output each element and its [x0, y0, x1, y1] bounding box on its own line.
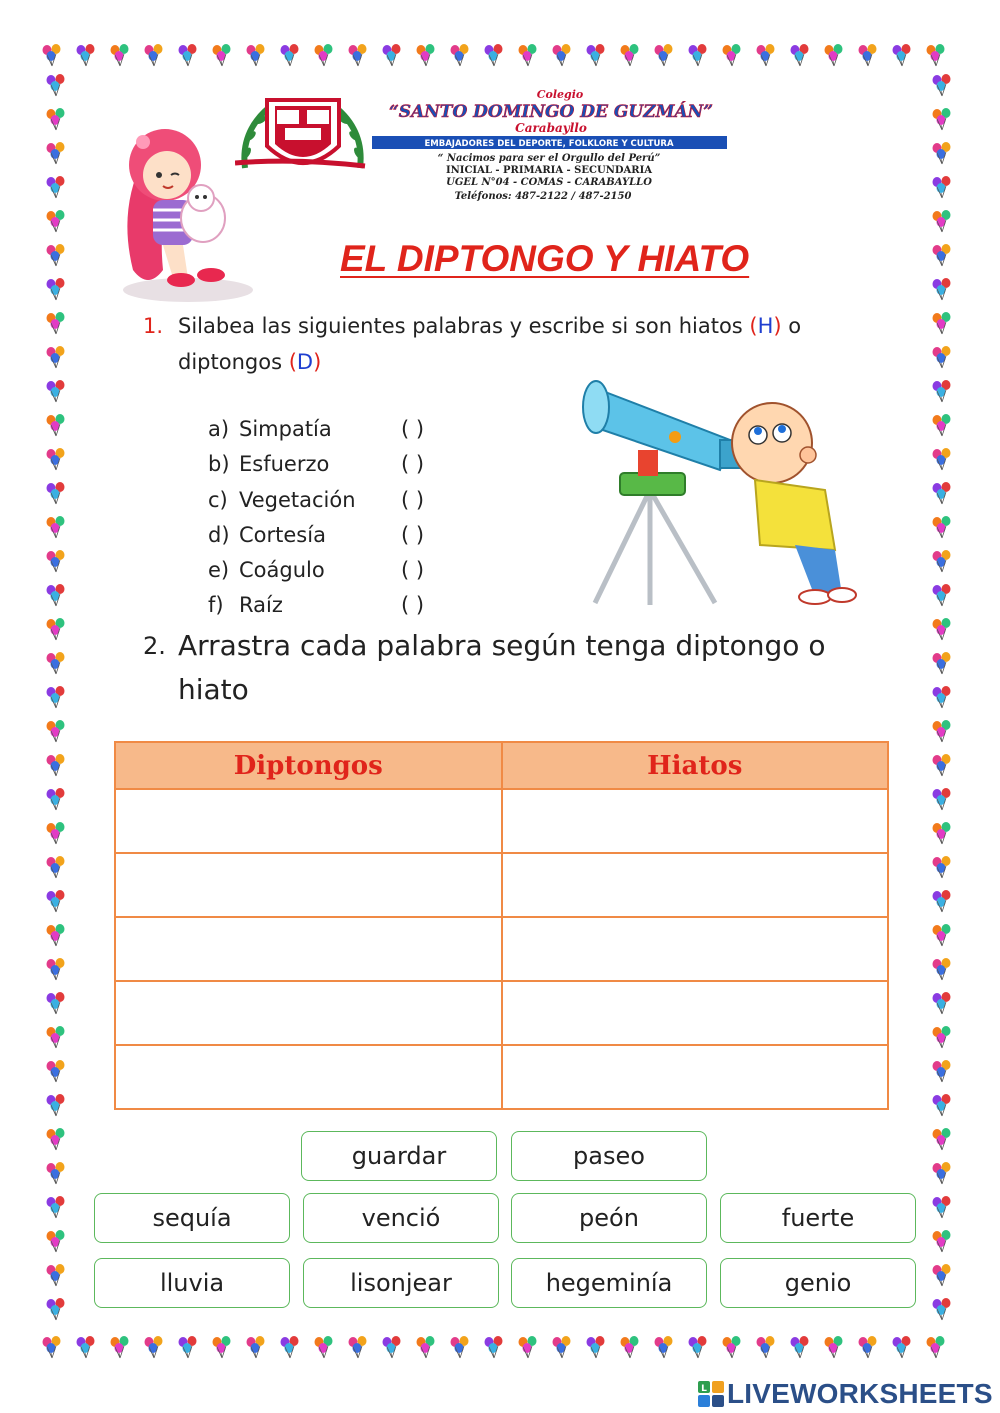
- balloon-icon: [930, 1160, 956, 1186]
- balloon-icon: [380, 42, 406, 68]
- balloon-icon: [414, 1334, 440, 1360]
- hiato-drop-cell[interactable]: [502, 853, 889, 917]
- balloon-icon: [44, 72, 70, 98]
- liveworksheets-brand: LIVEWORKSHEETS: [727, 1378, 993, 1409]
- balloon-border-top: [40, 38, 960, 72]
- balloon-icon: [930, 1024, 956, 1050]
- balloon-icon: [44, 684, 70, 710]
- question-1-list: [208, 412, 508, 624]
- school-label: Colegio: [536, 88, 584, 101]
- answer-box[interactable]: ( ): [401, 487, 425, 512]
- balloon-icon: [44, 140, 70, 166]
- balloon-icon: [44, 480, 70, 506]
- balloon-icon: [44, 1058, 70, 1084]
- balloon-icon: [244, 1334, 270, 1360]
- list-item: b) Esfuerzo ( ): [208, 447, 508, 482]
- balloon-icon: [44, 174, 70, 200]
- balloon-icon: [930, 1262, 956, 1288]
- diptongo-drop-cell[interactable]: [115, 1045, 502, 1109]
- balloon-icon: [930, 344, 956, 370]
- school-phones: Teléfonos: 487-2122 / 487-2150: [454, 191, 632, 202]
- school-district: Carabayllo: [515, 121, 587, 135]
- list-item: e) Coágulo ( ): [208, 553, 508, 588]
- balloon-icon: [516, 1334, 542, 1360]
- balloon-icon: [930, 72, 956, 98]
- balloon-icon: [44, 820, 70, 846]
- balloon-icon: [44, 1296, 70, 1322]
- balloon-icon: [142, 42, 168, 68]
- balloon-icon: [930, 208, 956, 234]
- sorting-table: [114, 741, 889, 1110]
- balloon-icon: [930, 106, 956, 132]
- balloon-icon: [930, 140, 956, 166]
- answer-box[interactable]: ( ): [401, 417, 425, 441]
- balloon-icon: [890, 1334, 916, 1360]
- balloon-icon: [44, 718, 70, 744]
- balloon-icon: [44, 1092, 70, 1118]
- balloon-icon: [44, 786, 70, 812]
- balloon-icon: [44, 446, 70, 472]
- balloon-icon: [44, 548, 70, 574]
- balloon-icon: [448, 42, 474, 68]
- balloon-icon: [210, 1334, 236, 1360]
- diptongo-drop-cell[interactable]: [115, 789, 502, 853]
- balloon-icon: [930, 786, 956, 812]
- list-item: f) Raíz ( ): [208, 588, 508, 623]
- balloon-icon: [930, 446, 956, 472]
- balloon-icon: [930, 854, 956, 880]
- table-row: [115, 789, 888, 853]
- balloon-border-left: [40, 38, 74, 1364]
- balloon-icon: [930, 752, 956, 778]
- balloon-icon: [482, 42, 508, 68]
- balloon-icon: [930, 378, 956, 404]
- balloon-icon: [108, 1334, 134, 1360]
- balloon-icon: [44, 1160, 70, 1186]
- balloon-icon: [930, 514, 956, 540]
- balloon-icon: [44, 1194, 70, 1220]
- list-item: a) Simpatía ( ): [208, 412, 508, 447]
- answer-box[interactable]: ( ): [401, 452, 425, 477]
- balloon-icon: [930, 242, 956, 268]
- word-chip-fuerte[interactable]: fuerte: [720, 1193, 916, 1243]
- balloon-icon: [686, 1334, 712, 1360]
- balloon-icon: [44, 276, 70, 302]
- balloon-icon: [44, 650, 70, 676]
- hiato-drop-cell[interactable]: [502, 981, 889, 1045]
- question-2-text: Arrastra cada palabra según tenga diptongo o hiato: [178, 629, 826, 706]
- school-levels: INICIAL - PRIMARIA - SECUNDARIA: [445, 165, 653, 176]
- balloon-icon: [44, 956, 70, 982]
- balloon-icon: [448, 1334, 474, 1360]
- balloon-icon: [244, 42, 270, 68]
- diptongo-drop-cell[interactable]: [115, 917, 502, 981]
- balloon-icon: [550, 42, 576, 68]
- balloon-icon: [930, 650, 956, 676]
- hiato-code: H: [757, 314, 774, 338]
- table-header-row: [115, 742, 888, 789]
- word-chip-hegeminia[interactable]: hegeminía: [511, 1258, 707, 1308]
- balloon-icon: [856, 42, 882, 68]
- balloon-icon: [930, 174, 956, 200]
- list-item: c) Vegetación ( ): [208, 483, 508, 518]
- balloon-icon: [44, 106, 70, 132]
- balloon-icon: [44, 752, 70, 778]
- diptongo-code: D: [296, 350, 314, 374]
- hiato-drop-cell[interactable]: [502, 1045, 889, 1109]
- column-header-diptongos: Diptongos: [115, 742, 502, 789]
- word-chip-lluvia[interactable]: lluvia: [94, 1258, 290, 1308]
- balloon-icon: [652, 1334, 678, 1360]
- balloon-icon: [44, 922, 70, 948]
- balloon-icon: [822, 42, 848, 68]
- balloon-icon: [312, 42, 338, 68]
- hiato-drop-cell[interactable]: [502, 789, 889, 853]
- balloon-icon: [312, 1334, 338, 1360]
- balloon-icon: [482, 1334, 508, 1360]
- school-ambassadors: EMBAJADORES DEL DEPORTE, FOLKLORE Y CULTURA: [424, 139, 674, 149]
- balloon-icon: [44, 854, 70, 880]
- liveworksheets-logo: [698, 1378, 993, 1410]
- school-ugel: UGEL N°04 - COMAS - CARABAYLLO: [446, 177, 652, 188]
- balloon-icon: [930, 684, 956, 710]
- balloon-icon: [584, 42, 610, 68]
- answer-box[interactable]: ( ): [401, 522, 425, 547]
- balloon-icon: [44, 990, 70, 1016]
- balloon-icon: [44, 310, 70, 336]
- balloon-icon: [856, 1334, 882, 1360]
- balloon-icon: [278, 1334, 304, 1360]
- balloon-icon: [176, 1334, 202, 1360]
- balloon-icon: [44, 514, 70, 540]
- word-chip-paseo[interactable]: paseo: [511, 1131, 707, 1181]
- word-chip-lisonjear[interactable]: lisonjear: [303, 1258, 499, 1308]
- word-chip-genio[interactable]: genio: [720, 1258, 916, 1308]
- balloon-icon: [176, 42, 202, 68]
- balloon-icon: [44, 1228, 70, 1254]
- boy-with-telescope-illustration: [580, 365, 865, 615]
- answer-box[interactable]: ( ): [401, 593, 425, 618]
- balloon-border-bottom: [40, 1330, 960, 1364]
- table-row: [115, 981, 888, 1045]
- balloon-icon: [788, 42, 814, 68]
- word-chip-sequia[interactable]: sequía: [94, 1193, 290, 1243]
- balloon-icon: [74, 1334, 100, 1360]
- balloon-icon: [788, 1334, 814, 1360]
- balloon-icon: [890, 42, 916, 68]
- balloon-icon: [74, 42, 100, 68]
- balloon-icon: [210, 42, 236, 68]
- balloon-icon: [930, 310, 956, 336]
- balloon-icon: [516, 42, 542, 68]
- balloon-icon: [44, 1262, 70, 1288]
- balloon-icon: [380, 1334, 406, 1360]
- question-2-number: 2.: [143, 632, 166, 660]
- balloon-icon: [44, 1126, 70, 1152]
- liveworksheets-icon: [698, 1381, 724, 1407]
- balloon-icon: [930, 412, 956, 438]
- balloon-icon: [652, 42, 678, 68]
- svg-text:L: L: [701, 1384, 707, 1394]
- balloon-icon: [930, 276, 956, 302]
- balloon-icon: [686, 42, 712, 68]
- balloon-icon: [720, 1334, 746, 1360]
- page-title: EL DIPTONGO Y HIATO: [340, 238, 750, 279]
- table-row: [115, 1045, 888, 1109]
- table-row: [115, 917, 888, 981]
- girl-with-cat-illustration: [103, 120, 263, 305]
- school-crest-logo: [235, 88, 735, 206]
- balloon-icon: [930, 480, 956, 506]
- balloon-icon: [584, 1334, 610, 1360]
- balloon-icon: [414, 42, 440, 68]
- balloon-icon: [44, 582, 70, 608]
- balloon-icon: [930, 990, 956, 1016]
- balloon-icon: [44, 412, 70, 438]
- balloon-icon: [346, 42, 372, 68]
- balloon-icon: [930, 922, 956, 948]
- balloon-icon: [44, 888, 70, 914]
- balloon-icon: [930, 582, 956, 608]
- list-item: d) Cortesía ( ): [208, 518, 508, 553]
- school-header: [235, 88, 735, 206]
- balloon-border-right: [926, 38, 960, 1364]
- balloon-icon: [44, 344, 70, 370]
- balloon-icon: [930, 820, 956, 846]
- school-motto: “ Nacimos para ser el Orgullo del Perú”: [437, 153, 661, 164]
- balloon-icon: [618, 42, 644, 68]
- balloon-icon: [346, 1334, 372, 1360]
- question-2: [143, 624, 863, 712]
- balloon-icon: [720, 42, 746, 68]
- answer-box[interactable]: ( ): [401, 558, 425, 583]
- balloon-icon: [618, 1334, 644, 1360]
- balloon-icon: [930, 1194, 956, 1220]
- balloon-icon: [108, 42, 134, 68]
- balloon-icon: [44, 378, 70, 404]
- word-chip-vencio[interactable]: venció: [303, 1193, 499, 1243]
- question-1-number: 1.: [143, 314, 164, 338]
- word-chip-peon[interactable]: peón: [511, 1193, 707, 1243]
- balloon-icon: [930, 1228, 956, 1254]
- word-chip-guardar[interactable]: guardar: [301, 1131, 497, 1181]
- question-1-text: Silabea las siguientes palabras y escribe si son hiatos (H) o diptongos (D): [178, 314, 802, 374]
- balloon-icon: [930, 1296, 956, 1322]
- balloon-icon: [44, 242, 70, 268]
- diptongo-drop-cell[interactable]: [115, 981, 502, 1045]
- balloon-icon: [44, 208, 70, 234]
- balloon-icon: [142, 1334, 168, 1360]
- column-header-hiatos: Hiatos: [502, 742, 889, 789]
- balloon-icon: [930, 888, 956, 914]
- balloon-icon: [930, 1058, 956, 1084]
- balloon-icon: [278, 42, 304, 68]
- school-name: “SANTO DOMINGO DE GUZMÁN”: [389, 102, 713, 122]
- balloon-icon: [930, 1126, 956, 1152]
- diptongo-drop-cell[interactable]: [115, 853, 502, 917]
- balloon-icon: [550, 1334, 576, 1360]
- balloon-icon: [754, 42, 780, 68]
- balloon-icon: [930, 718, 956, 744]
- table-row: [115, 853, 888, 917]
- balloon-icon: [930, 956, 956, 982]
- balloon-icon: [44, 1024, 70, 1050]
- balloon-icon: [822, 1334, 848, 1360]
- hiato-drop-cell[interactable]: [502, 917, 889, 981]
- balloon-icon: [930, 548, 956, 574]
- balloon-icon: [930, 616, 956, 642]
- balloon-icon: [44, 616, 70, 642]
- balloon-icon: [754, 1334, 780, 1360]
- balloon-icon: [930, 1092, 956, 1118]
